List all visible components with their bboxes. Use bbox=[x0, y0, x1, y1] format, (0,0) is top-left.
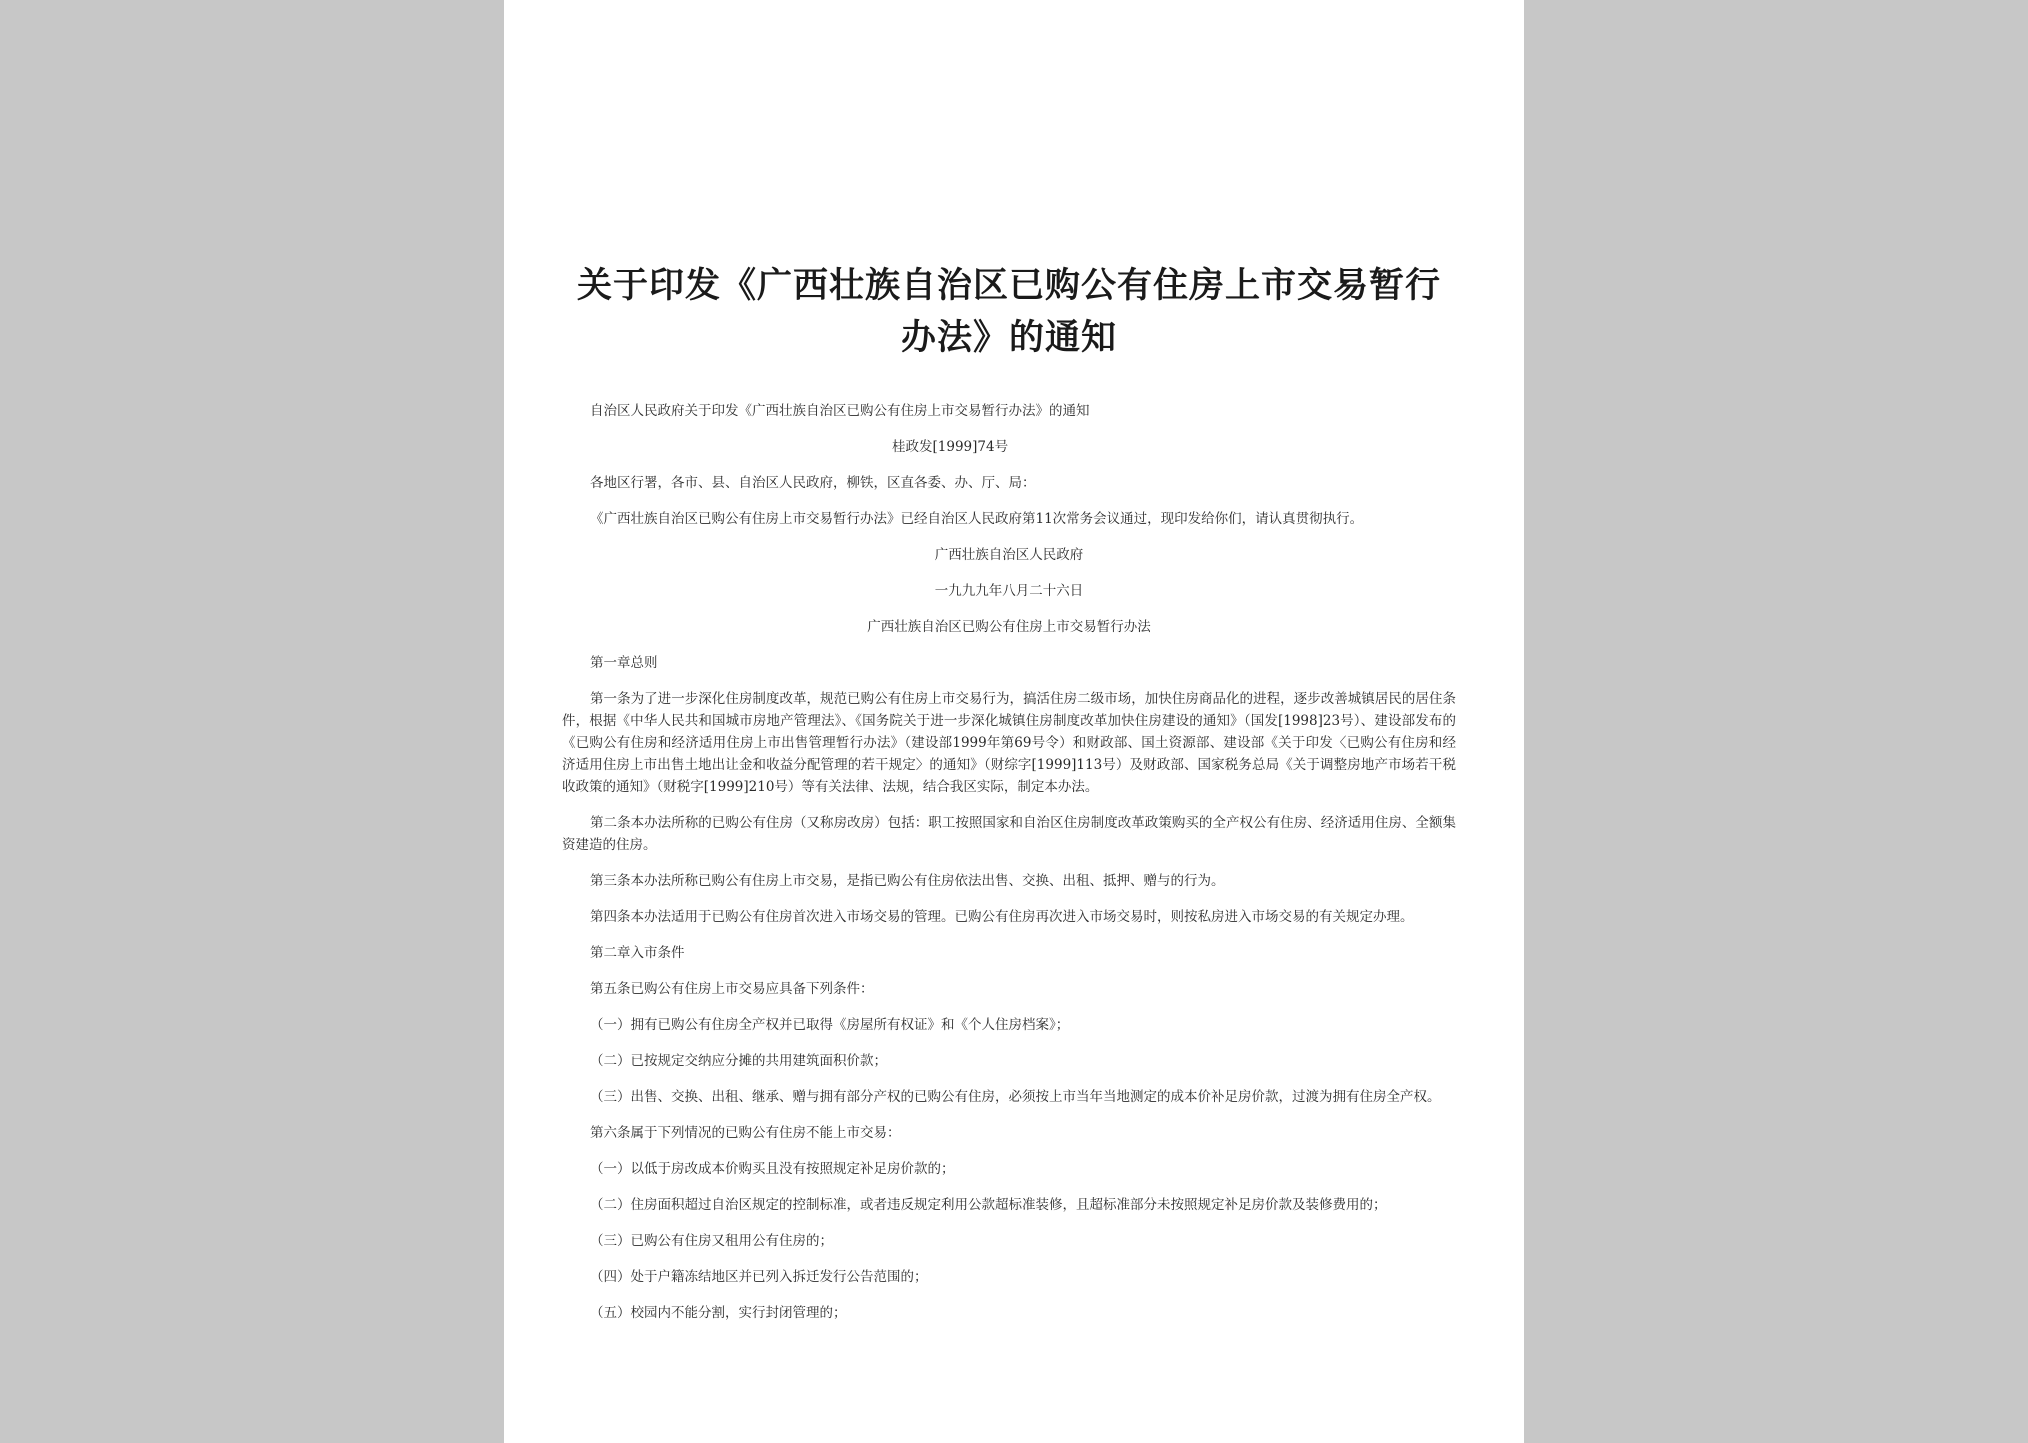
list-item: （二）住房面积超过自治区规定的控制标准，或者违反规定利用公款超标准装修，且超标准部分未按照规定补足房价款及装修费用的； bbox=[590, 1197, 1387, 1213]
list-item: （一）以低于房改成本价购买且没有按照规定补足房价款的； bbox=[590, 1161, 955, 1177]
article: 第一条为了进一步深化住房制度改革，规范已购公有住房上市交易行为，搞活住房二级市场，加快住房商品化的进程，逐步改善城镇居民的居住条件，根据《中华人民共和国城市房地产管理法》、《国务院关于进一步深化城镇住房制度改革加快住房建设的通知》（国发[1998]23号）、建设部发布的《已购公有住房和经济适用住房上市出售管理暂行办法》（建设部1999年第69号令）和财政部、国土资源部、建设部《关于印发〈已购公有住房和经济适用住房上市出售土地出让金和收益分配管理的若干规定〉的通知》（财综字[1999]113号）及财政部、国家税务总局《关于调整房地产市场若干税收政策的通知》（财税字[1999]210号）等有关法律、法规，结合我区实际，制定本办法。 bbox=[562, 691, 1456, 795]
notice-heading: 自治区人民政府关于印发《广西壮族自治区已购公有住房上市交易暂行办法》的通知 bbox=[590, 403, 1090, 419]
document-page bbox=[504, 0, 1524, 1443]
list-item: （三）出售、交换、出租、继承、赠与拥有部分产权的已购公有住房，必须按上市当年当地测定的成本价补足房价款，过渡为拥有住房全产权。 bbox=[590, 1089, 1441, 1105]
chapter-heading: 第二章入市条件 bbox=[590, 945, 685, 961]
list-item: （五）校园内不能分割，实行封闭管理的； bbox=[590, 1305, 847, 1321]
paragraph: 《广西壮族自治区已购公有住房上市交易暂行办法》已经自治区人民政府第11次常务会议通过，现印发给你们，请认真贯彻执行。 bbox=[590, 511, 1364, 527]
article: 第四条本办法适用于已购公有住房首次进入市场交易的管理。已购公有住房再次进入市场交易时，则按私房进入市场交易的有关规定办理。 bbox=[590, 909, 1414, 925]
list-item: （二）已按规定交纳应分摊的共用建筑面积价款； bbox=[590, 1053, 887, 1069]
regulation-title: 广西壮族自治区已购公有住房上市交易暂行办法 bbox=[867, 619, 1151, 635]
article: 第五条已购公有住房上市交易应具备下列条件： bbox=[590, 981, 874, 997]
list-item: （一）拥有已购公有住房全产权并已取得《房屋所有权证》和《个人住房档案》； bbox=[590, 1017, 1070, 1033]
document-number: 桂政发[1999]74号 bbox=[892, 439, 1009, 455]
list-item: （四）处于户籍冻结地区并已列入拆迁发行公告范围的； bbox=[590, 1269, 928, 1285]
issue-date: 一九九九年八月二十六日 bbox=[934, 583, 1084, 599]
article: 第二条本办法所称的已购公有住房（又称房改房）包括：职工按照国家和自治区住房制度改革政策购买的全产权公有住房、经济适用住房、全额集资建造的住房。 bbox=[562, 815, 1456, 853]
article: 第六条属于下列情况的已购公有住房不能上市交易： bbox=[590, 1125, 901, 1141]
document-title: 关于印发《广西壮族自治区已购公有住房上市交易暂行办法》的通知 bbox=[576, 265, 1441, 358]
addressee: 各地区行署，各市、县、自治区人民政府，柳铁，区直各委、办、厅、局： bbox=[590, 475, 1036, 491]
article: 第三条本办法所称已购公有住房上市交易，是指已购公有住房依法出售、交换、出租、抵押、赠与的行为。 bbox=[590, 873, 1225, 889]
chapter-heading: 第一章总则 bbox=[590, 655, 658, 671]
issuer: 广西壮族自治区人民政府 bbox=[934, 547, 1084, 563]
list-item: （三）已购公有住房又租用公有住房的； bbox=[590, 1233, 833, 1249]
